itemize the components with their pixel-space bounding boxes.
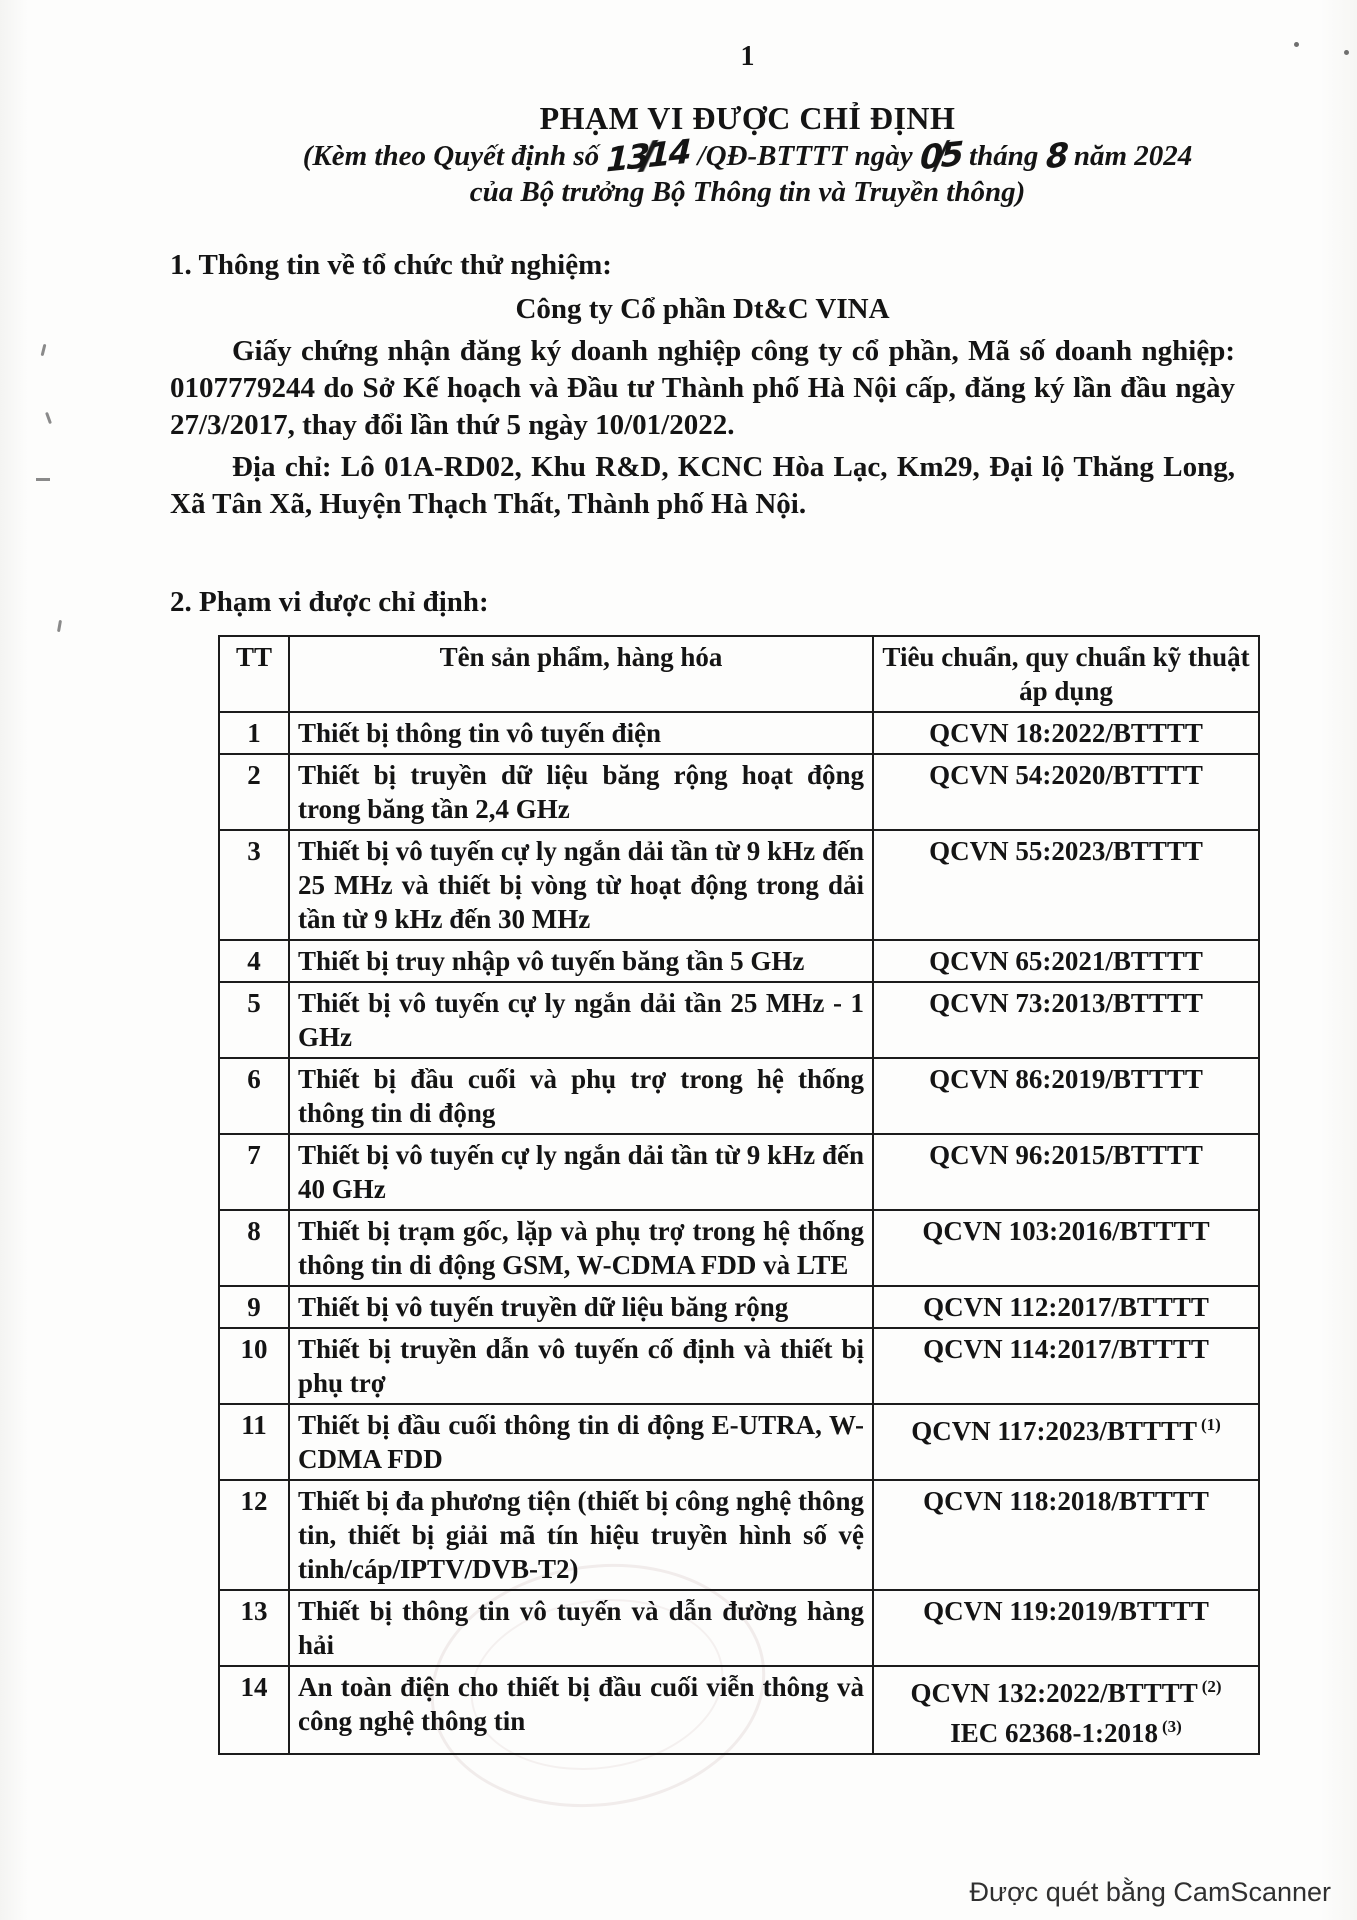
footnote-marker: (1) — [1200, 1415, 1221, 1434]
section1-heading: 1. Thông tin về tổ chức thử nghiệm: — [170, 249, 612, 281]
table-row — [219, 830, 1259, 940]
standard-code-text: QCVN 119:2019/BTTTT — [923, 1596, 1209, 1626]
product-name: Thiết bị vô tuyến cự ly ngắn dải tần từ 9 kHz đến 40 GHz — [289, 1134, 873, 1210]
standard-code-text: QCVN 117:2023/BTTTT — [911, 1416, 1197, 1446]
standard-code — [882, 1062, 1250, 1096]
table-row — [219, 712, 1259, 754]
standard-code-text: QCVN 55:2023/BTTTT — [929, 836, 1203, 866]
handwritten-month: 8 — [1045, 134, 1068, 177]
product-name: Thiết bị đầu cuối thông tin di động E-UTRA, W-CDMA FDD — [289, 1404, 873, 1480]
standard-code-text: QCVN 73:2013/BTTTT — [929, 988, 1203, 1018]
standard-code — [882, 1138, 1250, 1172]
row-number: 14 — [219, 1666, 289, 1754]
standards-cell — [873, 830, 1259, 940]
footnote-marker: (3) — [1161, 1717, 1182, 1736]
product-name: Thiết bị thông tin vô tuyến điện — [289, 712, 873, 754]
standard-code-text: QCVN 86:2019/BTTTT — [929, 1064, 1203, 1094]
standards-cell — [873, 1666, 1259, 1754]
standard-code-text: IEC 62368-1:2018 — [950, 1718, 1158, 1748]
row-number: 1 — [219, 712, 289, 754]
standard-code — [882, 716, 1250, 750]
product-name: Thiết bị truyền dẫn vô tuyến cố định và thiết bị phụ trợ — [289, 1328, 873, 1404]
standards-cell — [873, 1328, 1259, 1404]
footnote-marker: (2) — [1201, 1677, 1222, 1696]
table-header — [219, 636, 1259, 712]
table-row — [219, 1404, 1259, 1480]
row-number: 8 — [219, 1210, 289, 1286]
product-name: Thiết bị truy nhập vô tuyến băng tần 5 GHz — [289, 940, 873, 982]
product-name: Thiết bị truyền dữ liệu băng rộng hoạt động trong băng tần 2,4 GHz — [289, 754, 873, 830]
standards-cell — [873, 1058, 1259, 1134]
standard-code — [882, 1594, 1250, 1628]
standards-cell — [873, 982, 1259, 1058]
row-number: 13 — [219, 1590, 289, 1666]
standard-code-text: QCVN 96:2015/BTTTT — [929, 1140, 1203, 1170]
standard-code-text: QCVN 65:2021/BTTTT — [929, 946, 1203, 976]
standard-code — [882, 1408, 1250, 1448]
standards-cell — [873, 1210, 1259, 1286]
standard-code-text: QCVN 114:2017/BTTTT — [923, 1334, 1209, 1364]
product-name: Thiết bị vô tuyến cự ly ngắn dải tần từ 9 kHz đến 25 MHz và thiết bị vòng từ hoạt động trong dải tần từ 9 kHz đến 30 MHz — [289, 830, 873, 940]
row-number: 2 — [219, 754, 289, 830]
designated-scope-table — [218, 635, 1260, 1755]
product-name: Thiết bị vô tuyến cự ly ngắn dải tần 25 MHz - 1 GHz — [289, 982, 873, 1058]
row-number: 11 — [219, 1404, 289, 1480]
subtitle-part3: tháng — [969, 140, 1039, 172]
row-number: 10 — [219, 1328, 289, 1404]
table-header-row — [219, 636, 1259, 712]
standard-code — [882, 1484, 1250, 1518]
table-row — [219, 1210, 1259, 1286]
table-row — [219, 1480, 1259, 1590]
product-name: Thiết bị thông tin vô tuyến và dẫn đường hàng hải — [289, 1590, 873, 1666]
col-header-product: Tên sản phẩm, hàng hóa — [289, 636, 873, 712]
table-row — [219, 1286, 1259, 1328]
handwritten-day: 05 — [919, 133, 963, 178]
standard-code — [882, 1710, 1250, 1750]
row-number: 3 — [219, 830, 289, 940]
table-row — [219, 1058, 1259, 1134]
product-name: Thiết bị trạm gốc, lặp và phụ trợ trong hệ thống thông tin di động GSM, W-CDMA FDD và LTE — [289, 1210, 873, 1286]
col-header-standard: Tiêu chuẩn, quy chuẩn kỹ thuật áp dụng — [873, 636, 1259, 712]
standard-code-text: QCVN 132:2022/BTTTT — [910, 1678, 1198, 1708]
subtitle-part1: (Kèm theo Quyết định số — [302, 140, 600, 172]
standards-cell — [873, 1286, 1259, 1328]
standards-cell — [873, 1134, 1259, 1210]
row-number: 5 — [219, 982, 289, 1058]
product-name: Thiết bị vô tuyến truyền dữ liệu băng rộng — [289, 1286, 873, 1328]
section2-heading: 2. Phạm vi được chỉ định: — [170, 586, 489, 618]
address-paragraph: Địa chỉ: Lô 01A-RD02, Khu R&D, KCNC Hòa Lạc, Km29, Đại lộ Thăng Long, Xã Tân Xã, Huyện Thạch Thất, Thành phố Hà Nội. — [170, 451, 1235, 520]
standard-code-text: QCVN 54:2020/BTTTT — [929, 760, 1203, 790]
standard-code-text: QCVN 112:2017/BTTTT — [923, 1292, 1209, 1322]
table-row — [219, 1134, 1259, 1210]
document-subtitle-line1 — [215, 131, 1280, 180]
camscanner-footer: Được quét bằng CamScanner — [969, 1877, 1331, 1907]
standard-code — [882, 758, 1250, 792]
table-row — [219, 1590, 1259, 1666]
table-row — [219, 982, 1259, 1058]
table-row — [219, 1328, 1259, 1404]
document-subtitle-line2: của Bộ trưởng Bộ Thông tin và Truyền thông) — [469, 176, 1026, 208]
standards-cell — [873, 1480, 1259, 1590]
standard-code — [882, 1332, 1250, 1366]
product-name: An toàn điện cho thiết bị đầu cuối viễn thông và công nghệ thông tin — [289, 1666, 873, 1754]
table-row — [219, 1666, 1259, 1754]
document-title: PHẠM VI ĐƯỢC CHỈ ĐỊNH — [539, 100, 956, 136]
scope-table-body — [219, 712, 1259, 1754]
standard-code — [882, 1290, 1250, 1324]
standard-code-text: QCVN 118:2018/BTTTT — [923, 1486, 1209, 1516]
standards-cell — [873, 1404, 1259, 1480]
row-number: 7 — [219, 1134, 289, 1210]
table-row — [219, 754, 1259, 830]
handwritten-decision-number: 1314 — [605, 131, 691, 180]
page-number: 1 — [740, 41, 755, 72]
standard-code — [882, 1670, 1250, 1710]
registration-paragraph: Giấy chứng nhận đăng ký doanh nghiệp công ty cổ phần, Mã số doanh nghiệp: 0107779244 do Sở Kế hoạch và Đầu tư Thành phố Hà Nội cấp, đăng ký lần đầu ngày 27/3/2017, thay đổi lần thứ 5 ngày 10/01/2022. — [170, 335, 1235, 441]
standard-code-text: QCVN 18:2022/BTTTT — [929, 718, 1203, 748]
standard-code — [882, 834, 1250, 868]
standards-cell — [873, 712, 1259, 754]
col-header-tt: TT — [219, 636, 289, 712]
row-number: 9 — [219, 1286, 289, 1328]
subtitle-part2: /QĐ-BTTTT ngày — [697, 140, 913, 172]
product-name: Thiết bị đa phương tiện (thiết bị công nghệ thông tin, thiết bị giải mã tín hiệu truyền hình số vệ tinh/cáp/IPTV/DVB-T2) — [289, 1480, 873, 1590]
standard-code-text: QCVN 103:2016/BTTTT — [922, 1216, 1210, 1246]
standards-cell — [873, 754, 1259, 830]
product-name: Thiết bị đầu cuối và phụ trợ trong hệ thống thông tin di động — [289, 1058, 873, 1134]
standard-code — [882, 1214, 1250, 1248]
row-number: 4 — [219, 940, 289, 982]
standards-cell — [873, 940, 1259, 982]
company-name: Công ty Cổ phần Dt&C VINA — [515, 293, 890, 325]
standards-cell — [873, 1590, 1259, 1666]
row-number: 12 — [219, 1480, 289, 1590]
table-row — [219, 940, 1259, 982]
standard-code — [882, 944, 1250, 978]
standard-code — [882, 986, 1250, 1020]
row-number: 6 — [219, 1058, 289, 1134]
subtitle-part4: năm 2024 — [1073, 140, 1193, 172]
